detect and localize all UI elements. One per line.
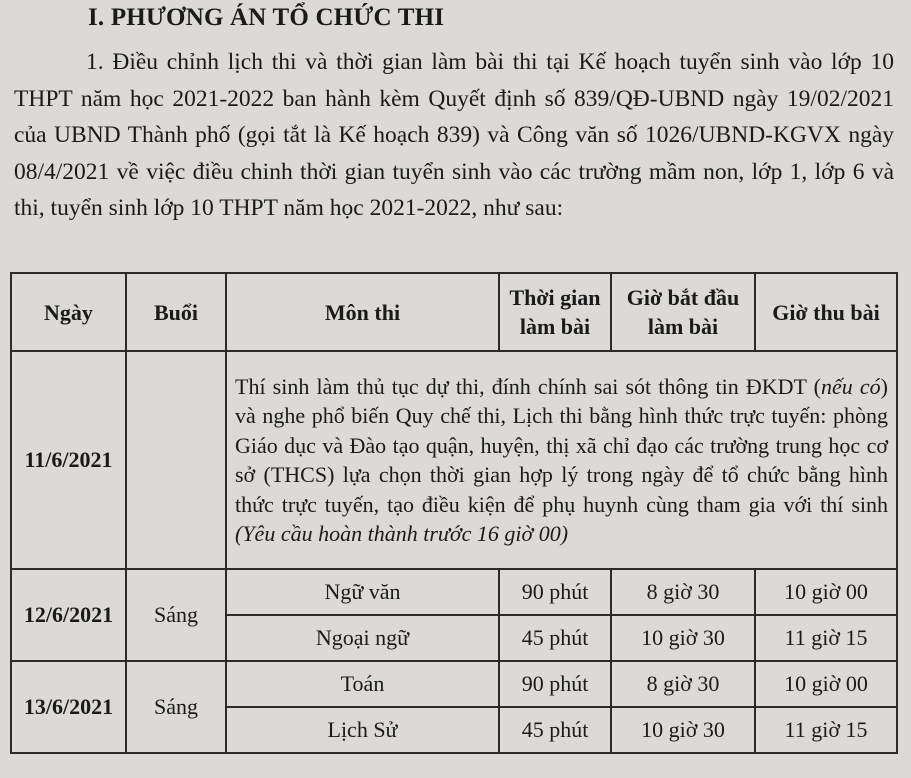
table-row bbox=[11, 569, 897, 615]
intro-paragraph-text: 1. Điều chỉnh lịch thi và thời gian làm bài thi tại Kế hoạch tuyển sinh vào lớp 10 THPT năm học 2021-2022 ban hành kèm Quyết định số 839/QĐ-UBND ngày 19/02/2021 của UBND Thành phố (gọi tắt là Kế hoạch 839) và Công văn số 1026/UBND-KGVX ngày 08/4/2021 về việc điều chinh thời gian tuyển sinh vào các trường mầm non, lớp 1, lớp 6 và thi, tuyển sinh lớp 10 THPT năm học 2021-2022, như sau: bbox=[14, 49, 894, 221]
subject-cell: Ngoại ngữ bbox=[226, 615, 499, 661]
end-cell: 11 giờ 15 bbox=[755, 707, 897, 753]
start-cell: 10 giờ 30 bbox=[611, 707, 755, 753]
duration-cell: 90 phút bbox=[499, 569, 611, 615]
day-cell: 11/6/2021 bbox=[11, 351, 126, 569]
note-text-italic-a: nếu có bbox=[821, 373, 881, 399]
end-cell: 11 giờ 15 bbox=[755, 615, 897, 661]
start-cell: 10 giờ 30 bbox=[611, 615, 755, 661]
header-start-line2: làm bài bbox=[647, 314, 719, 339]
note-text-b: ) và nghe phổ biến Quy chế thi, Lịch thi bằng hình thức trực tuyến: phòng Giáo dục và Đào tạo quận, huyện, thị xã chỉ đạo các trường trung học cơ sở (THCS) lựa chọn thời gian hợp lý trong ngày để tổ chức bằng hình thức trực tuyến, tạo điều kiện để phụ huynh cùng tham gia với thí sinh bbox=[235, 373, 888, 517]
subject-cell: Toán bbox=[226, 661, 499, 707]
exam-schedule-table bbox=[10, 272, 898, 754]
duration-cell: 90 phút bbox=[499, 661, 611, 707]
start-cell: 8 giờ 30 bbox=[611, 569, 755, 615]
section-heading: I. PHƯƠNG ÁN TỔ CHỨC THI bbox=[88, 4, 445, 31]
note-text-italic-c: (Yêu cầu hoàn thành trước 16 giờ 00) bbox=[235, 521, 569, 546]
table-row bbox=[11, 661, 897, 707]
header-subject: Môn thi bbox=[226, 273, 499, 351]
duration-cell: 45 phút bbox=[499, 707, 611, 753]
header-duration-line2: làm bài bbox=[519, 314, 591, 339]
header-end: Giờ thu bài bbox=[755, 273, 897, 351]
table-header-row bbox=[11, 273, 897, 351]
note-text-a: Thí sinh làm thủ tục dự thi, đính chính sai sót thông tin ĐKDT ( bbox=[235, 373, 822, 399]
end-cell: 10 giờ 00 bbox=[755, 661, 897, 707]
header-start bbox=[611, 273, 755, 351]
intro-paragraph bbox=[14, 44, 894, 227]
end-cell: 10 giờ 00 bbox=[755, 569, 897, 615]
header-duration bbox=[499, 273, 611, 351]
table-row bbox=[11, 351, 897, 569]
header-duration-line1: Thời gian bbox=[509, 285, 601, 310]
note-cell bbox=[226, 351, 897, 569]
start-cell: 8 giờ 30 bbox=[611, 661, 755, 707]
session-cell-empty bbox=[126, 351, 226, 569]
day-cell: 13/6/2021 bbox=[11, 661, 126, 753]
duration-cell: 45 phút bbox=[499, 615, 611, 661]
header-start-line1: Giờ bắt đầu bbox=[626, 285, 740, 310]
header-day: Ngày bbox=[11, 273, 126, 351]
subject-cell: Ngữ văn bbox=[226, 569, 499, 615]
header-session: Buổi bbox=[126, 273, 226, 351]
session-cell: Sáng bbox=[126, 569, 226, 661]
session-cell: Sáng bbox=[126, 661, 226, 753]
day-cell: 12/6/2021 bbox=[11, 569, 126, 661]
subject-cell: Lịch Sử bbox=[226, 707, 499, 753]
